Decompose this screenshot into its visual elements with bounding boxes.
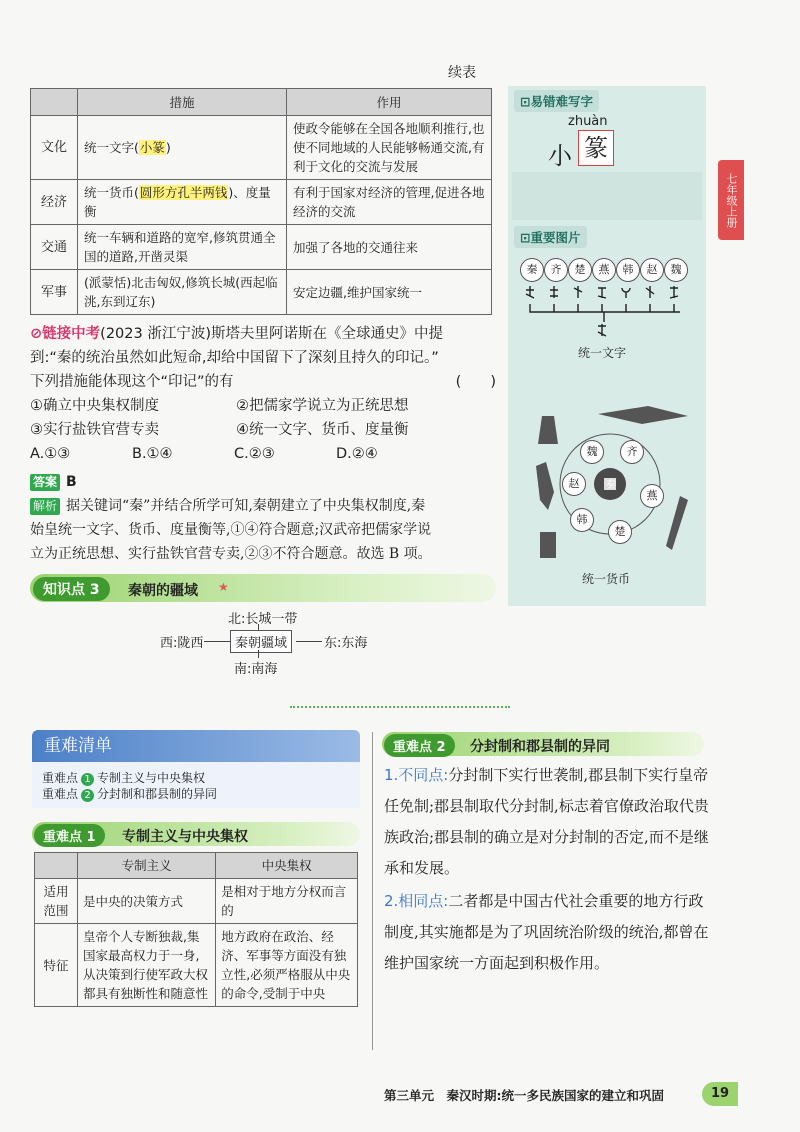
link-exam-label: ⊘链接中考 bbox=[30, 326, 101, 342]
coin-state: 齐 bbox=[620, 440, 644, 464]
word-box: 篆 bbox=[578, 130, 614, 166]
measure-text: ) bbox=[165, 140, 171, 155]
coin-state: 韩 bbox=[570, 508, 594, 532]
row-measure: (派蒙恬)北击匈奴,修筑长城(西起临洮,东到辽东) bbox=[78, 270, 287, 315]
kp1-badge: 重难点 1 bbox=[34, 824, 105, 847]
state-char: 秦 bbox=[520, 258, 544, 282]
answer-label: 答案 bbox=[30, 474, 60, 491]
row-category: 交通 bbox=[31, 225, 78, 270]
row-effect: 使政令能够在全国各地顺利推行,也使不同地域的人民能够畅通交流,有利于文化的交流与发展 bbox=[287, 116, 492, 180]
territory-south: 南:南海 bbox=[234, 662, 278, 677]
list-item: 重难点 1 专制主义与中央集权 bbox=[42, 771, 206, 785]
stem-line bbox=[30, 370, 496, 394]
kp2-title: 分封制和郡县制的异同 bbox=[470, 739, 610, 755]
row-measure bbox=[78, 180, 287, 225]
page-number: 19 bbox=[702, 1082, 738, 1106]
stem-line: 到:“秦的统治虽然如此短命,却给中国留下了深刻且持久的印记。” bbox=[30, 350, 439, 366]
kp3-badge: 知识点 3 bbox=[33, 577, 110, 601]
analysis bbox=[30, 494, 496, 566]
choice: B.①④ bbox=[132, 446, 173, 462]
state-char: 魏 bbox=[664, 258, 688, 282]
option: ①确立中央集权制度 bbox=[30, 398, 159, 414]
list-item: 重难点 2 分封制和郡县制的异同 bbox=[42, 787, 218, 801]
row-measure: 统一车辆和道路的宽窄,修筑贯通全国的道路,开凿灵渠 bbox=[78, 225, 287, 270]
state-char: 赵 bbox=[640, 258, 664, 282]
table-header: 中央集权 bbox=[216, 853, 358, 879]
kp1-title: 专制主义与中央集权 bbox=[122, 829, 248, 845]
row-effect: 有利于国家对经济的管理,促进各地经济的交流 bbox=[287, 180, 492, 225]
caption-unified-script: 统一文字 bbox=[578, 346, 627, 360]
sidebar-label-images: ⊡重要图片 bbox=[514, 226, 587, 248]
table-header: 措施 bbox=[78, 89, 287, 116]
number-badge: 2 bbox=[81, 789, 94, 802]
exam-question bbox=[30, 322, 496, 466]
similarity-text: 二者都是中国古代社会重要的地方行政制度,其实施都是为了巩固统治阶级的统治,都曾在维护国家统一方面起到积极作用。 bbox=[384, 892, 709, 972]
difference-section bbox=[384, 760, 714, 884]
state-char: 燕 bbox=[592, 258, 616, 282]
choice: D.②④ bbox=[336, 446, 378, 462]
coin-state: 燕 bbox=[640, 484, 664, 508]
kp2-badge: 重难点 2 bbox=[384, 734, 455, 757]
table-header-row bbox=[31, 89, 492, 116]
question-stem bbox=[30, 322, 496, 346]
word-plain: 小 bbox=[548, 142, 572, 170]
cell: 皇帝个人专断独裁,集国家最高权力于一身,从决策到行使军政大权都具有独断性和随意性 bbox=[78, 924, 216, 1007]
row-measure bbox=[78, 116, 287, 180]
territory-east: 东:东海 bbox=[324, 636, 368, 651]
column-divider bbox=[372, 732, 373, 1050]
table-header bbox=[31, 89, 78, 116]
territory-west: 西:陇西 bbox=[160, 636, 204, 651]
caption-unified-currency: 统一货币 bbox=[582, 572, 631, 586]
row-category: 特征 bbox=[35, 924, 78, 1007]
table-row bbox=[35, 924, 358, 1007]
state-char: 楚 bbox=[568, 258, 592, 282]
overview-list bbox=[32, 762, 360, 808]
similarity-section bbox=[384, 886, 714, 979]
kp3-title: 秦朝的疆域 bbox=[128, 583, 198, 599]
answer-paren: ( ) bbox=[455, 374, 496, 390]
cell: 是相对于地方分权而言的 bbox=[216, 879, 358, 924]
analysis-line: 立为正统思想、实行盐铁官营专卖,②③不符合题意。故选 B 项。 bbox=[30, 546, 432, 562]
table-header: 专制主义 bbox=[78, 853, 216, 879]
choice: C.②③ bbox=[234, 446, 275, 462]
difference-label: 1.不同点: bbox=[384, 766, 449, 784]
continued-label: 续表 bbox=[448, 65, 476, 81]
option: ③实行盐铁官营专卖 bbox=[30, 422, 159, 438]
territory-center: 秦朝疆域 bbox=[230, 630, 292, 653]
tree-line bbox=[204, 641, 230, 642]
coin-state: 赵 bbox=[562, 472, 586, 496]
cell: 是中央的决策方式 bbox=[78, 879, 216, 924]
highlight-text: 圆形方孔半两钱 bbox=[139, 185, 228, 200]
sidebar-label-hard-word: ⊡易错难写字 bbox=[514, 90, 599, 112]
options-row bbox=[30, 418, 496, 442]
state-char: 齐 bbox=[544, 258, 568, 282]
sidebar-block bbox=[512, 172, 702, 220]
coin-center-state: 秦 bbox=[605, 478, 617, 491]
row-effect: 安定边疆,维护国家统一 bbox=[287, 270, 492, 315]
qin-measures-table bbox=[30, 88, 492, 315]
row-effect: 加强了各地的交通往来 bbox=[287, 225, 492, 270]
pinyin: zhuàn bbox=[568, 114, 608, 129]
measure-text: )、度量衡 bbox=[84, 185, 271, 219]
row-category: 军事 bbox=[31, 270, 78, 315]
analysis-line: 解析 据关键词“秦”并结合所学可知,秦朝建立了中央集权制度,秦 bbox=[30, 494, 496, 518]
similarity-label: 2.相同点: bbox=[384, 892, 449, 910]
analysis-label: 解析 bbox=[30, 498, 60, 515]
cell: 地方政府在政治、经济、军事等方面没有独立性,必须严格服从中央的命令,受制于中央 bbox=[216, 924, 358, 1007]
number-badge: 1 bbox=[81, 773, 94, 786]
row-category: 适用范围 bbox=[35, 879, 78, 924]
table-row bbox=[31, 116, 492, 180]
measure-text: 统一文字( bbox=[84, 140, 139, 155]
analysis-line: 始皇统一文字、货币、度量衡等,①④符合题意;汉武帝把儒家学说 bbox=[30, 522, 432, 538]
grade-tab: 七年级上册 bbox=[718, 160, 744, 240]
option: ②把儒家学说立为正统思想 bbox=[236, 398, 409, 414]
footer-unit-title: 第三单元 秦汉时期:统一多民族国家的建立和巩固 bbox=[384, 1088, 664, 1103]
tree-line bbox=[296, 641, 322, 642]
stem-line-text: 下列措施能体现这个“印记”的有 bbox=[30, 374, 234, 390]
stem-line: (2023 浙江宁波)斯塔夫里阿诺斯在《全球通史》中提 bbox=[100, 326, 443, 342]
measure-text: 统一货币( bbox=[84, 185, 139, 200]
table-header bbox=[35, 853, 78, 879]
answer-line bbox=[30, 474, 77, 491]
difference-text: 分封制下实行世袭制,郡县制下实行皇帝任免制;郡县制取代分封制,标志着官僚政治取代贵族政治;郡县制的确立是对分封制的否定,而不是继承和发展。 bbox=[384, 766, 709, 877]
row-category: 经济 bbox=[31, 180, 78, 225]
choices-row bbox=[30, 442, 496, 466]
options-row bbox=[30, 394, 496, 418]
overview-title: 重难清单 bbox=[32, 730, 360, 762]
territory-north: 北:长城一带 bbox=[228, 612, 298, 627]
star-icon: ★ bbox=[218, 580, 229, 594]
table-row bbox=[35, 879, 358, 924]
coin-state: 楚 bbox=[608, 520, 632, 544]
table-row bbox=[31, 225, 492, 270]
answer-value: B bbox=[66, 474, 77, 490]
table-row bbox=[31, 180, 492, 225]
highlight-text: 小篆 bbox=[139, 140, 165, 155]
choice: A.①③ bbox=[30, 446, 71, 462]
autocracy-centralization-table bbox=[34, 852, 358, 1007]
option: ④统一文字、货币、度量衡 bbox=[236, 422, 409, 438]
table-header-row bbox=[35, 853, 358, 879]
tree-line bbox=[258, 650, 259, 658]
table-row bbox=[31, 270, 492, 315]
script-glyphs-illustration bbox=[520, 282, 690, 352]
state-char: 韩 bbox=[616, 258, 640, 282]
row-category: 文化 bbox=[31, 116, 78, 180]
coin-state: 魏 bbox=[580, 440, 604, 464]
table-header: 作用 bbox=[287, 89, 492, 116]
unified-script-figure bbox=[520, 256, 700, 356]
section-divider bbox=[290, 706, 510, 708]
